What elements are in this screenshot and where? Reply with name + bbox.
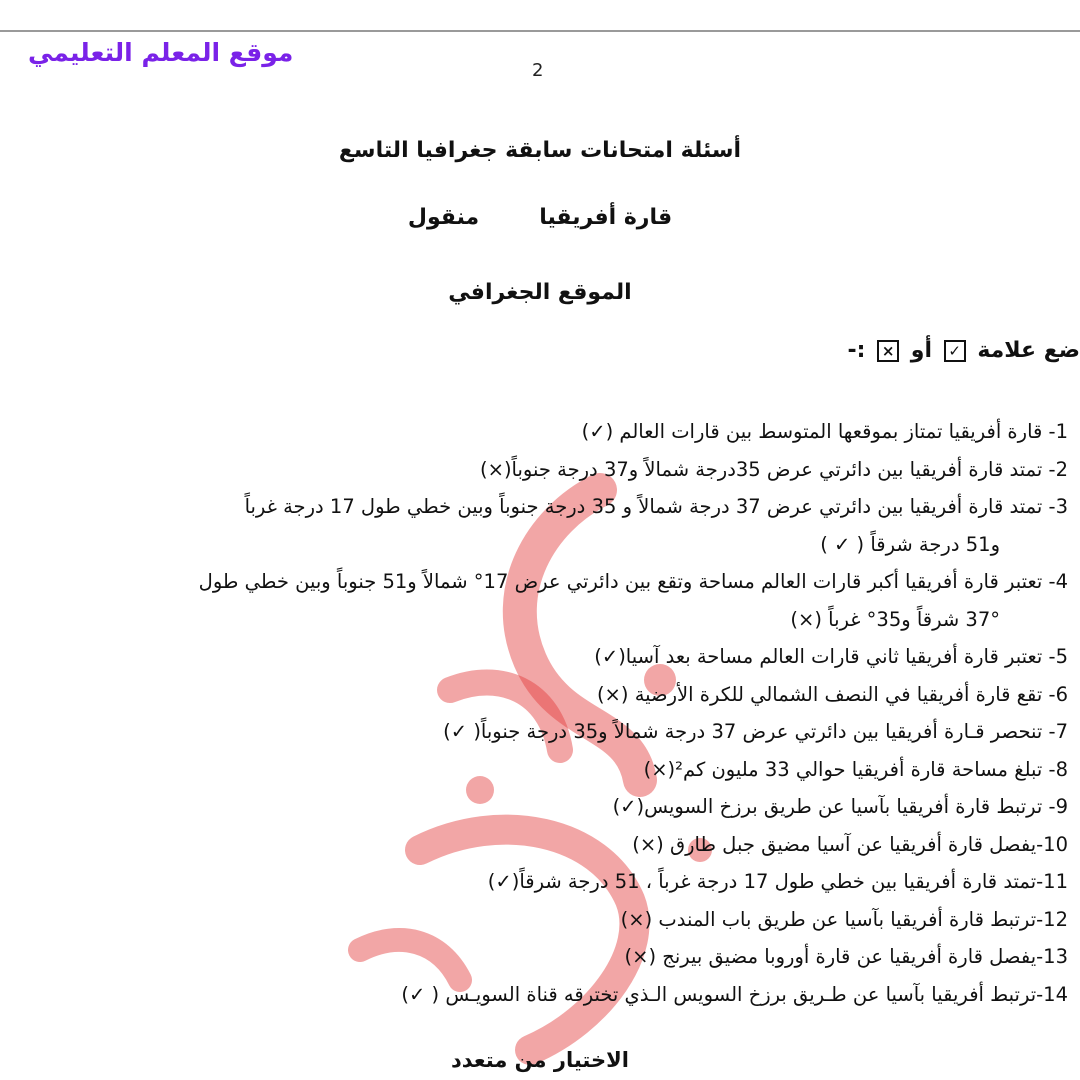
subtitle-continent: قارة أفريقيا — [539, 205, 673, 230]
next-section-title: الاختيار من متعدد — [451, 1048, 629, 1072]
instruction-conjunction: أو — [910, 338, 932, 363]
list-item-continuation: و51 درجة شرقاً ( ✓ ) — [820, 532, 1000, 556]
list-item: 8- تبلغ مساحة قارة أفريقيا حوالي 33 مليون كم²(×) — [643, 757, 1068, 781]
list-item: 10-يفصل قارة أفريقيا عن آسيا مضيق جبل طارق (×) — [632, 832, 1068, 856]
check-box-icon: ✓ — [944, 340, 966, 362]
list-item: 7- تنحصر قـارة أفريقيا بين دائرتي عرض 37 درجة شمالاً و35 درجة جنوباً( ✓) — [443, 720, 1068, 743]
site-name[interactable]: موقع المعلم التعليمي — [28, 38, 294, 67]
list-item: 12-ترتبط قارة أفريقيا بآسيا عن طريق باب المندب (×) — [620, 907, 1068, 931]
list-item: 3- تمتد قارة أفريقيا بين دائرتي عرض 37 درجة شمالاً و 35 درجة جنوباً وبين خطي طول 17 درجة غرباً — [244, 495, 1068, 518]
page-number: 2 — [532, 60, 544, 81]
subtitle-row — [0, 205, 1080, 230]
list-item: 13-يفصل قارة أفريقيا عن قارة أوروبا مضيق بيرنج (×) — [624, 945, 1068, 968]
list-item: 9- ترتبط قارة أفريقيا بآسيا عن طريق برزخ السويس(✓) — [612, 795, 1068, 818]
list-item: 5- تعتبر قارة أفريقيا ثاني قارات العالم مساحة بعد آسيا(✓) — [594, 645, 1068, 668]
subtitle-source: منقول — [407, 205, 480, 230]
cross-box-icon: × — [877, 340, 899, 362]
instruction-line — [480, 338, 1080, 363]
list-item: 6- تقع قارة أفريقيا في النصف الشمالي للكرة الأرضية (×) — [596, 682, 1068, 706]
instruction-prefix: ضع علامة — [977, 338, 1080, 363]
section-title: الموقع الجغرافي — [448, 280, 632, 305]
list-item: 2- تمتد قارة أفريقيا بين دائرتي عرض 35درجة شمالاً و37 درجة جنوباً(×) — [480, 457, 1068, 481]
list-item: 11-تمتد قارة أفريقيا بين خطي طول 17 درجة غرباً ، 51 درجة شرقاً(✓) — [487, 870, 1068, 893]
list-item: 4- تعتبر قارة أفريقيا أكبر قارات العالم مساحة وتقع بين دائرتي عرض 17° شمالاً و51 جنوباً وبين خطي طول — [198, 570, 1068, 593]
list-item: 14-ترتبط أفريقيا بآسيا عن طـريق برزخ السويس الـذي تخترقه قناة السويـس ( ✓) — [401, 982, 1068, 1006]
true-false-list — [0, 413, 1068, 1013]
instruction-suffix: :- — [847, 338, 866, 363]
list-item: 1- قارة أفريقيا تمتاز بموقعها المتوسط بين قارات العالم (✓) — [581, 420, 1068, 443]
top-rule — [0, 30, 1080, 32]
list-item-continuation: 37° شرقاً و35° غرباً (×) — [790, 607, 1000, 631]
document-title: أسئلة امتحانات سابقة جغرافيا التاسع — [338, 138, 742, 163]
